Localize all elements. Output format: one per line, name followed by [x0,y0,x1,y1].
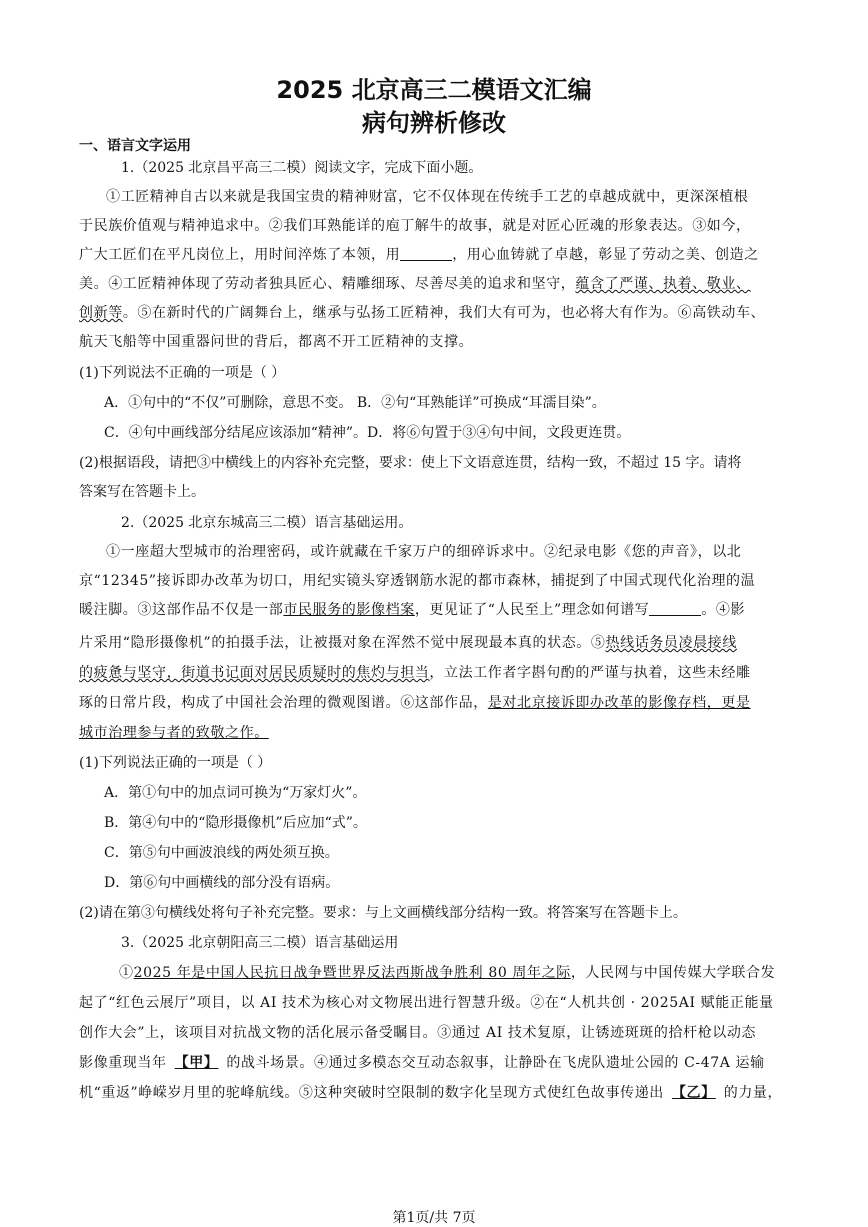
q3-heading: 3.（2025 北京朝阳高三二模）语言基础运用 [121,935,399,951]
q1-text: 广大工匠们在平凡岗位上，用时间淬炼了本领，用 [79,247,401,263]
page-number: 第1页/共 7页 [392,1210,476,1226]
q1-text: 美。④工匠精神体现了劳动者独具匠心、精雕细琢、尽善尽美的追求和坚守， [79,276,576,292]
q1-fill-blank [400,246,452,261]
q2-para-line [79,633,737,653]
q1-text: 。⑤在新时代的广阔舞台上，继承与弘扬工匠精神，我们大有可为，也必将大有作为。⑥高铁动车、 [122,305,766,321]
q3-para-line [119,963,775,983]
q2-subquestion-2: (2)请在第③句横线处将句子补充完整。要求：与上文画横线部分结构一致。将答案写在答题卡上。 [79,905,687,921]
q3-blank-yi: 【乙】 [671,1085,716,1101]
q3-text: 影像重现当年 [79,1055,167,1071]
q2-text: 。④影 [701,602,746,618]
q2-para-line: ①一座超大型城市的治理密码，或许就藏在千家万户的细碎诉求中。②纪录电影《您的声音》，以北 [106,544,742,560]
q3-text: 机“重返”峥嵘岁月里的驼峰航线。⑤这种突破时空限制的数字化呈现方式使红色故事传递出 [79,1085,664,1101]
q2-option-d: D．第⑥句中画横线的部分没有语病。 [104,875,340,891]
q1-para-line [79,245,759,265]
q2-underlined-text: 市民服务的影像档案 [283,602,415,618]
q2-para-line [79,693,751,713]
q2-underlined-text: 城市治理参与者的致敬之作。 [79,725,269,741]
q1-para-line [79,303,765,323]
q3-text: 的力量， [723,1085,783,1101]
q2-option-a: A．第①句中的加点词可换为“万家灯火”。 [104,785,367,801]
q2-wavy-text: 热线话务员凌晨接线 [605,635,737,651]
q1-options-ab: A．①句中的“不仅”可删除，意思不变。 B．②句“耳熟能详”可换成“耳濡目染”。 [104,395,606,411]
q2-wavy-text: 的疲惫与坚守，街道书记面对居民质疑时的焦灼与担当 [79,665,430,681]
q3-text: ，人民网与中国传媒大学联合发 [570,965,776,981]
q1-heading: 1.（2025 北京昌平高三二模）阅读文字，完成下面小题。 [121,160,483,176]
q2-para-line [79,663,751,683]
q2-text: ，立法工作者字斟句酌的严谨与执着，这些未经雕 [429,665,751,681]
q2-option-c: C．第⑤句中画波浪线的两处须互换。 [104,845,339,861]
q2-subquestion-1: (1)下列说法正确的一项是（ ） [79,755,272,771]
q2-text: 琢的日常片段，构成了中国社会治理的微观图谱。⑥这部作品， [79,695,488,711]
q1-para-line: 航天飞船等中国重器问世的背后，都离不开工匠精神的支撑。 [79,334,474,350]
q2-para-line: 京“12345”接诉即办改革为切口，用纪实镜头穿透钢筋水泥的都市森林，捕捉到了中国式现代化治理的温 [79,573,756,589]
q2-text: 片采用“隐形摄像机”的拍摄手法，让被摄对象在浑然不觉中展现最本真的状态。⑤ [79,635,606,651]
q3-text: ① [119,965,134,981]
q1-subquestion-1: (1)下列说法不正确的一项是（ ） [79,365,286,381]
q2-option-b: B．第④句中的“隐形摄像机”后应加“式”。 [104,815,367,831]
q1-text: ，用心血铸就了卓越，彰显了劳动之美、创造之 [452,247,759,263]
q2-para-line [79,723,269,743]
q2-heading: 2.（2025 北京东城高三二模）语言基础运用。 [121,515,413,531]
q1-options-cd: C．④句中画线部分结尾应该添加“精神”。D．将⑥句置于③④句中间，文段更连贯。 [104,425,631,441]
q1-subquestion-2: (2)根据语段，请把③中横线上的内容补充完整，要求：使上下文语意连贯，结构一致，不超过 15 字。请将 [79,455,742,471]
q3-para-line: 创作大会”上，该项目对抗战文物的活化展示备受瞩目。③通过 AI 技术复原，让锈迹斑斑的拾杆枪以动态 [79,1025,757,1041]
q1-para-line: ①工匠精神自古以来就是我国宝贵的精神财富，它不仅体现在传统手工艺的卓越成就中，更深深植根 [106,189,749,205]
q1-underlined-text: 蕴含了严谨、执着、敬业、 [575,276,751,292]
document-subtitle: 病句辨析修改 [362,109,506,137]
q1-underlined-text: 创新等 [79,305,123,321]
q3-text: 的战斗场景。④通过多模态交互动态叙事，让静卧在飞虎队遗址公园的 C-47A 运输 [226,1055,765,1071]
q3-para-line [79,1083,782,1103]
q2-underlined-text: 是对北京接诉即办改革的影像存档，更是 [487,695,751,711]
q2-text: 暖注脚。③这部作品不仅是一部 [79,602,284,618]
q1-para-line: 于民族价值观与精神追求中。②我们耳熟能详的庖丁解牛的故事，就是对匠心匠魂的形象表达。③如今， [79,218,751,234]
q3-para-line: 起了“红色云展厅”项目，以 AI 技术为核心对文物展出进行智慧升级。②在“人机共创 · 2025AI 赋能正能量 [79,995,774,1011]
section-heading: 一、语言文字运用 [79,138,191,154]
q1-para-line [79,274,751,294]
q3-para-line [79,1053,765,1073]
q3-blank-jia: 【甲】 [174,1055,219,1071]
q2-para-line [79,600,745,620]
q1-subquestion-2-cont: 答案写在答题卡上。 [79,484,205,500]
q2-fill-blank [649,601,701,616]
q3-underlined-text: 2025 年是中国人民抗日战争暨世界反法西斯战争胜利 80 周年之际 [133,965,571,981]
document-title: 2025 北京高三二模语文汇编 [276,76,592,104]
q2-text: ，更见证了“人民至上”理念如何谱写 [414,602,650,618]
